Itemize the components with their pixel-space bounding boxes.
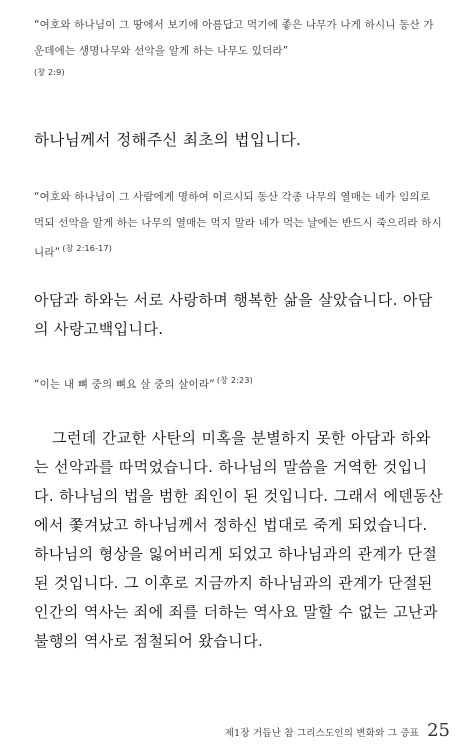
- page-number: 25: [427, 720, 450, 741]
- scripture-quote-genesis-2-9: [34, 12, 444, 82]
- chapter-running-title: 제1장 거듭난 참 그리스도인의 변화와 그 증표: [224, 728, 420, 739]
- quote-text: “이는 내 뼈 중의 뼈요 살 중의 살이라”: [34, 378, 215, 391]
- quote-reference: (창 2:23): [216, 376, 253, 385]
- paragraph-love-confession: 아담과 하와는 서로 사랑하며 행복한 삶을 살았습니다. 아담의 사랑고백입니다.: [34, 291, 433, 338]
- quote-reference: (창 2:9): [34, 68, 65, 77]
- scripture-quote-genesis-2-16-17: [34, 184, 444, 266]
- quote-reference: (창 2:16-17): [62, 244, 113, 253]
- scripture-quote-genesis-2-23: [34, 368, 444, 398]
- quote-text: “여호와 하나님이 그 사람에게 명하여 이르시되 동산 각종 나무의 열매는 네가 임의로 먹되 선악을 알게 하는 나무의 열매는 먹지 말라 네가 먹는 날에는 반드시 죽으리라 하시니라”: [34, 191, 442, 259]
- section-statement: 하나님께서 정해주신 최초의 법입니다.: [34, 131, 302, 149]
- page-footer: [225, 720, 450, 741]
- quote-text: “여호와 하나님이 그 땅에서 보기에 아름답고 먹기에 좋은 나무가 나게 하시니 동산 가운데에는 생명나무와 선악을 알게 하는 나무도 있더라”: [34, 19, 434, 57]
- paragraph-fall-of-man: 그런데 간교한 사탄의 미혹을 분별하지 못한 아담과 하와는 선악과를 따먹었습니다. 하나님의 말씀을 거역한 것입니다. 하나님의 법을 범한 죄인이 된 것입니다. 그래서 에덴동산에서 쫓겨났고 하나님께서 정하신 법대로 죽게 되었습니다. 하나님의 형상을 잃어버리게 되었고 하나님과의 관계가 단절된 것입니다. 그 이후로 지금까지 하나님과의 관계가 단절된 인간의 역사는 죄에 죄를 더하는 역사요 말할 수 없는 고난과 불행의 역사로 점철되어 왔습니다.: [34, 429, 444, 650]
